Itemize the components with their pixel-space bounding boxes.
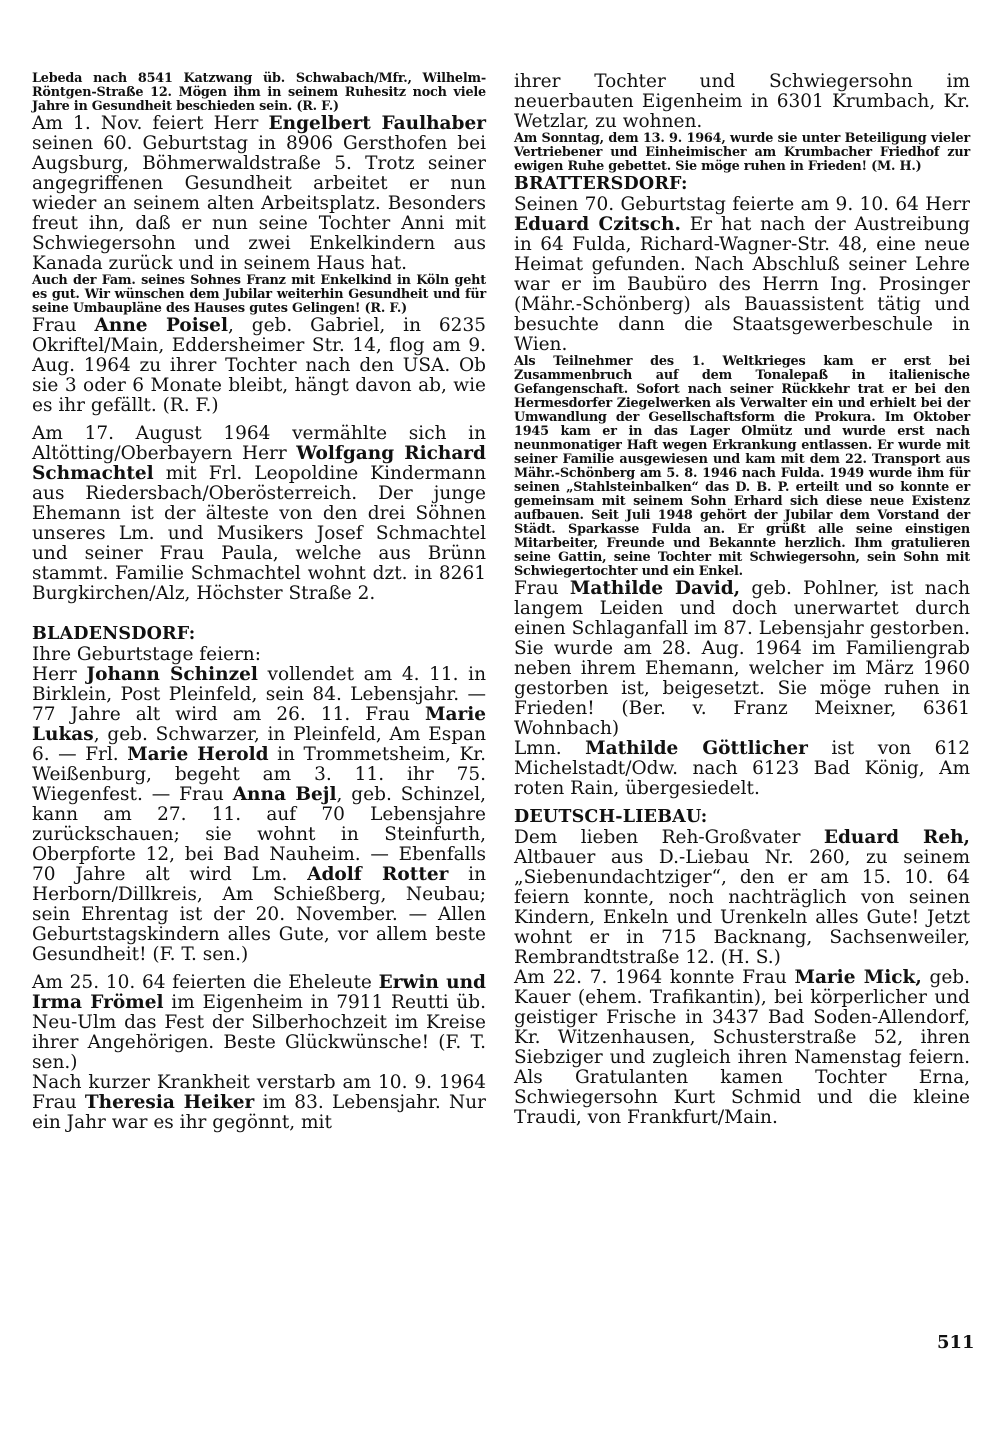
person-name: Mathilde Göttlicher [585, 738, 808, 759]
article-paragraph: Nach kurzer Krankheit verstarb am 10. 9. 1964 Frau Theresia Heiker im 83. Lebensjahr. Nur ein Jahr war es ihr gegönnt, mit [32, 1072, 487, 1133]
person-name: Johann Schinzel [86, 664, 258, 685]
article-paragraph: Am Sonntag, dem 13. 9. 1964, wurde sie unter Beteiligung vieler Vertriebener und Einheimischer am Krumbacher Friedhof zur ewigen Ruhe gebettet. Sie möge ruhen in Frieden! (M. H.) [514, 131, 970, 174]
section-heading: BLADENSDORF: [32, 624, 196, 644]
person-name: Anna Bejl [232, 784, 337, 805]
person-name: Eduard Reh, [823, 827, 970, 848]
article-paragraph: Herr Johann Schinzel vollendet am 4. 11. in Birklein, Post Pleinfeld, sein 84. Lebensjahr. — 77 Jahre alt wird am 26. 11. Frau Marie Lukas, geb. Schwarzer, in Pleinfeld, Am Espan 6. — Frl. Marie Herold in Trommetsheim, Kr. Weißenburg, begeht am 3. 11. ihr 75. Wiegenfest. — Frau Anna Bejl, geb. Schinzel, kann am 27. 11. auf 70 Lebensjahre zurückschauen; sie wohnt in Steinfurth, Oberpforte 12, bei Bad Nauheim. — Ebenfalls 70 Jahre alt wird Lm. Adolf Rotter in Herborn/Dillkreis, Am Schießberg, Neubau; sein Ehrentag ist der 20. November. — Allen Geburtstagskindern alles Gute, vor allem beste Gesundheit! (F. T. sen.) [32, 664, 487, 965]
article-paragraph: Frau Mathilde David, geb. Pohlner, ist nach langem Leiden und doch unerwartet durch einen Schlaganfall im 87. Lebensjahr gestorben. Sie wurde am 28. Aug. 1964 im Familiengrab neben ihrem Ehemann, welcher im März 1960 gestorben ist, beigesetzt. Sie möge ruhen in Frieden! (Ber. v. Franz Meixner, 6361 Wohnbach) [514, 578, 970, 739]
page-number: 511 [937, 1332, 975, 1353]
article-paragraph: Am 1. Nov. feiert Herr Engelbert Faulhaber seinen 60. Geburtstag in 8906 Gersthofen bei Augsburg, Böhmerwaldstraße 5. Trotz seiner angegriffenen Gesundheit arbeitet er nun wieder an seinem alten Arbeitsplatz. Besonders freut ihn, daß er nun seine Tochter Anni mit Schwiegersohn und zwei Enkelkindern aus Kanada zurück und in seinem Haus hat. [32, 113, 486, 274]
person-name: Anne Poisel [94, 315, 228, 336]
article-paragraph: Seinen 70. Geburtstag feierte am 9. 10. 64 Herr Eduard Czitsch. Er hat nach der Austreibung in 64 Fulda, Richard-Wagner-Str. 48, eine neue Heimat gefunden. Nach Abschluß seiner Lehre war er im Baubüro des Herrn Ing. Prosinger (Mähr.-Schönberg) als Bauassistent tätig und besuchte dann die Staatsgewerbeschule in Wien. [514, 194, 970, 355]
article-paragraph: Am 22. 7. 1964 konnte Frau Marie Mick, geb. Kauer (ehem. Trafikantin), bei körperlicher und geistiger Frische in 3437 Bad Soden-Allendorf, Kr. Witzenhausen, Schusterstraße 52, ihren Siebziger und zugleich ihren Namenstag feiern. Als Gratulanten kamen Tochter Erna, Schwiegersohn Kurt Schmid und die kleine Traudi, von Frankfurt/Main. [514, 967, 970, 1128]
person-name: Mathilde David, [569, 578, 741, 599]
article-paragraph: Auch der Fam. seines Sohnes Franz mit Enkelkind in Köln geht es gut. Wir wünschen dem Jubilar weiterhin Gesundheit und für seine Umbaupläne des Hauses gutes Gelingen! (R. F.) [32, 273, 486, 316]
person-name: Marie Mick, [794, 967, 922, 988]
person-name: Engelbert Faulhaber [268, 113, 486, 134]
person-name: Adolf Rotter [307, 864, 449, 885]
article-paragraph: Als Teilnehmer des 1. Weltkrieges kam er erst bei Zusammenbruch auf dem Tonalepaß in italienische Gefangenschaft. Sofort nach seiner Rückkehr trat er bei den Hermesdorfer Ziegelwerken als Verwalter ein und erhielt bei der Umwandlung der Gesellschaftsform die Prokura. Im Oktober 1945 kam er in das Lager Olmütz und wurde erst nach neunmonatiger Haft wegen Erkrankung entlassen. Er wurde mit seiner Familie ausgewiesen und kam mit dem 22. Transport aus Mähr.-Schönberg am 5. 8. 1946 nach Fulda. 1949 wurde ihm für seinen „Stahlsteinbalken“ das D. B. P. erteilt und so konnte er gemeinsam mit seinem Sohn Erhard sich diese neue Existenz aufbauen. Seit Juli 1948 gehört der Jubilar dem Vorstand der Städt. Sparkasse Fulda an. Er grüßt alle seine einstigen Mitarbeiter, Freunde und Bekannte herzlich. Ihm gratulieren seine Gattin, seine Tochter mit Schwiegersohn, sein Sohn mit Schwiegertochter und ein Enkel. [514, 354, 970, 579]
person-name: Marie Lukas [32, 704, 486, 745]
person-name: Marie Herold [127, 744, 269, 765]
person-name: Erwin und Irma Frömel [32, 972, 486, 1013]
section-heading: BRATTERSDORF: [514, 174, 688, 194]
person-name: Theresia Heiker [84, 1092, 255, 1113]
article-paragraph: Dem lieben Reh-Großvater Eduard Reh, Altbauer aus D.-Liebau Nr. 260, zu seinem „Siebenundachtziger“, den er am 15. 10. 64 feiern konnte, noch nachträglich von seinen Kindern, Enkeln und Urenkeln alles Gute! Jetzt wohnt er in 715 Backnang, Sachsenweiler, Rembrandtstraße 12. (H. S.) [514, 827, 970, 968]
article-paragraph: Am 25. 10. 64 feierten die Eheleute Erwin und Irma Frömel im Eigenheim in 7911 Reutti üb. Neu-Ulm das Fest der Silberhochzeit im Kreise ihrer Angehörigen. Beste Glückwünsche! (F. T. sen.) [32, 972, 486, 1073]
article-paragraph: ihrer Tochter und Schwiegersohn im neuerbauten Eigenheim in 6301 Krumbach, Kr. Wetzlar, zu wohnen. [514, 71, 970, 132]
person-name: Eduard Czitsch. [514, 214, 681, 235]
article-paragraph: Lebeda nach 8541 Katzwang üb. Schwabach/Mfr., Wilhelm-Röntgen-Straße 12. Mögen ihm in seinem Ruhesitz noch viele Jahre in Gesundheit beschieden sein. (R. F.) [32, 71, 486, 114]
section-heading: DEUTSCH-LIEBAU: [514, 807, 708, 827]
article-paragraph: Lmn. Mathilde Göttlicher ist von 612 Michelstadt/Odw. nach 6123 Bad König, Am roten Rain, übergesiedelt. [514, 738, 970, 799]
person-name: Wolfgang Richard Schmachtel [32, 443, 486, 484]
article-paragraph: Frau Anne Poisel, geb. Gabriel, in 6235 Okriftel/Main, Eddersheimer Str. 14, flog am 9. Aug. 1964 zu ihrer Tochter nach den USA. Ob sie 3 oder 6 Monate bleibt, hängt davon ab, wie es ihr gefällt. (R. F.) [32, 315, 486, 416]
article-paragraph: Am 17. August 1964 vermählte sich in Altötting/Oberbayern Herr Wolfgang Richard Schmachtel mit Frl. Leopoldine Kindermann aus Riedersbach/Oberösterreich. Der junge Ehemann ist der älteste von den drei Söhnen unseres Lm. und Musikers Josef Schmachtel und seiner Frau Paula, welche aus Brünn stammt. Familie Schmachtel wohnt dzt. in 8261 Burgkirchen/Alz, Höchster Straße 2. [32, 423, 486, 604]
left-column [32, 72, 486, 1133]
article-paragraph: Ihre Geburtstage feiern: [32, 644, 261, 665]
right-column [514, 72, 970, 1128]
